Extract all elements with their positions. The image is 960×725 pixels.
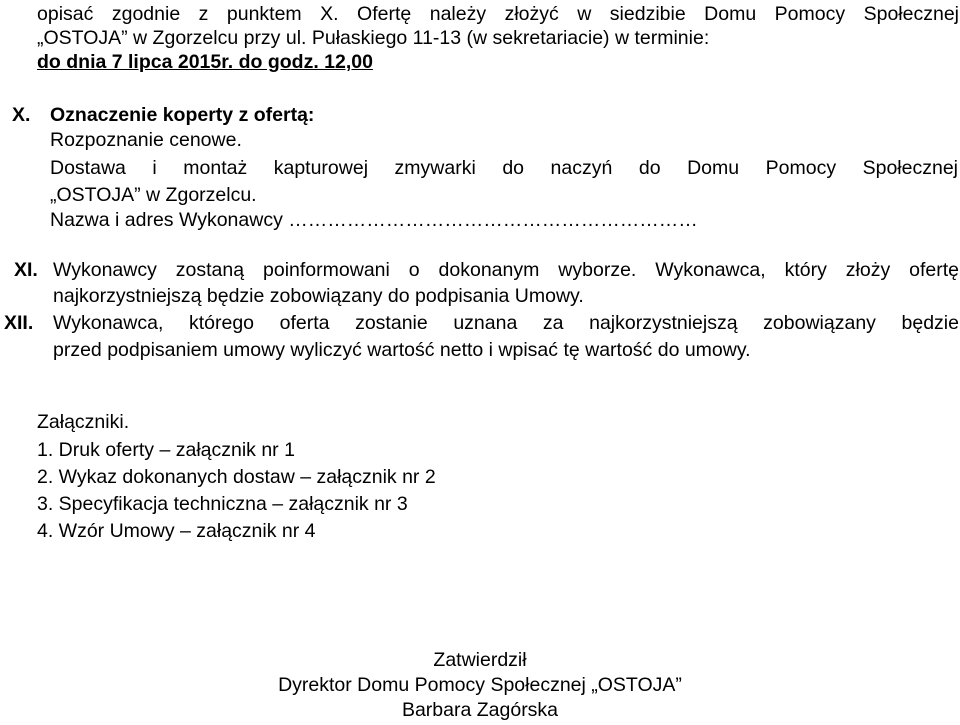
deadline-text: do dnia 7 lipca 2015r. do godz. 12,00 — [37, 51, 373, 73]
attachment-item: 2. Wykaz dokonanych dostaw – załącznik nr 2 — [37, 466, 436, 488]
attachments-heading: Załączniki. — [37, 411, 130, 433]
section-number: X. — [12, 104, 31, 126]
text-line: przed podpisaniem umowy wyliczyć wartość netto i wpisać tę wartość do umowy. — [53, 339, 751, 361]
section-number: XI. — [14, 259, 38, 281]
attachment-item: 1. Druk oferty – załącznik nr 1 — [37, 439, 295, 461]
text-line: Wykonawcy zostaną poinformowani o dokonanym wyborze. Wykonawca, który złoży ofertę — [53, 259, 959, 281]
attachment-item: 3. Specyfikacja techniczna – załącznik nr 3 — [37, 493, 408, 515]
text-line: „OSTOJA” w Zgorzelcu. — [50, 184, 257, 206]
text-line: „OSTOJA” w Zgorzelcu przy ul. Pułaskiego 11-13 (w sekretariacie) w terminie: — [37, 27, 710, 49]
signature-title: Dyrektor Domu Pomocy Społecznej „OSTOJA” — [278, 674, 682, 696]
text-line: najkorzystniejszą będzie zobowiązany do podpisania Umowy. — [53, 285, 584, 307]
section-heading: Oznaczenie koperty z ofertą: — [50, 104, 315, 126]
attachment-item: 4. Wzór Umowy – załącznik nr 4 — [37, 520, 316, 542]
section-number: XII. — [4, 312, 34, 334]
text-line: opisać zgodnie z punktem X. Ofertę należy złożyć w siedzibie Domu Pomocy Społecznej — [37, 3, 959, 25]
text-line: Dostawa i montaż kapturowej zmywarki do naczyń do Domu Pomocy Społecznej — [50, 157, 958, 179]
text-line: Wykonawca, którego oferta zostanie uznana za najkorzystniejszą zobowiązany będzie — [53, 312, 959, 334]
text-line: Rozpoznanie cenowe. — [50, 129, 242, 151]
contractor-name-line: Nazwa i adres Wykonawcy ……………………………………………………… — [50, 209, 698, 231]
signature-name: Barbara Zagórska — [401, 699, 559, 721]
signature-approved: Zatwierdził — [433, 649, 527, 671]
